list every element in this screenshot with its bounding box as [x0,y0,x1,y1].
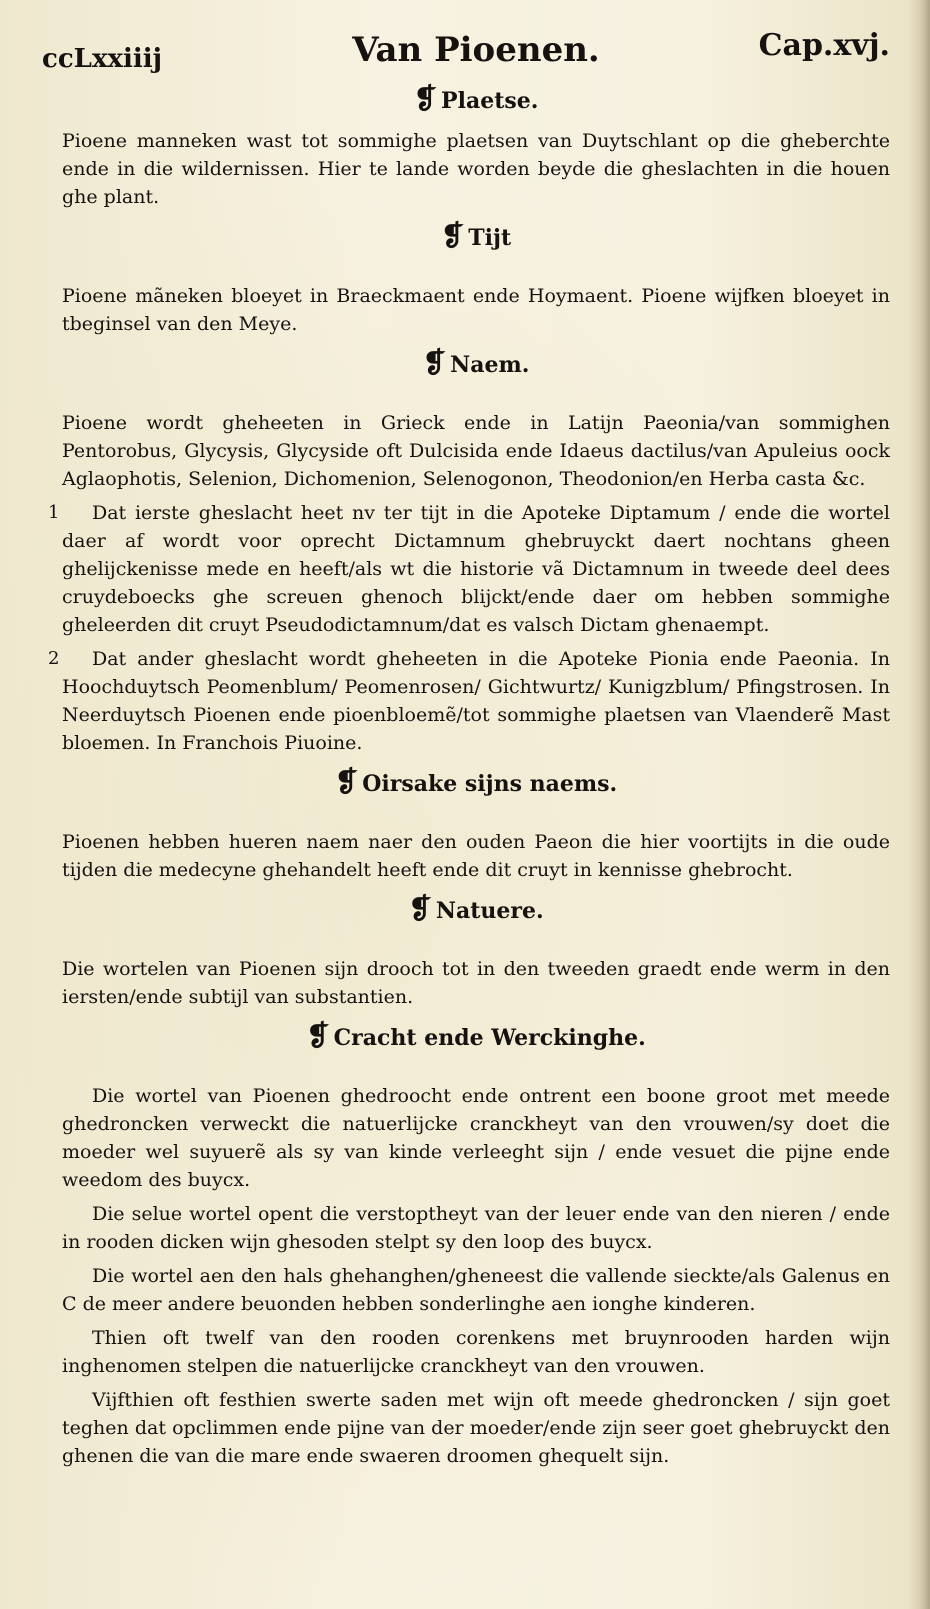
paragraph: Pioene manneken wast tot sommighe plaetsen van Duytschlant op die gheberchte ende in die wildernissen. Hier te lande worden beyde die gheslachten in die houen ghe plant. [62,130,890,208]
page-title: Van Pioenen. [352,30,600,70]
paragraph: 1 Dat ierste gheslacht heet nv ter tijt in die Apoteke Diptamum / ende die wortel daer af wordt voor oprecht Dictamnum ghebruyckt daert nochtans gheen ghelijckenisse mede en heeft/als wt die historie vã Dictamnum in tweede deel dees cruydeboecks ghe screuen ghenoch blijckt/ende daer om hebben sommighe gheleerden dit cruyt Pseudodictamnum/dat es valsch Dictam ghenaempt. [62,499,890,639]
running-head [42,22,890,74]
page-spine-shadow [908,0,930,1609]
paragraph: Die wortel van Pioenen ghedroocht ende ontrent een boone groot met meede ghedroncken verweckt die natuerlijcke cranckheyt van den vrouwen/sy doet die moeder wel suyuerẽ als sy van kinde verleeght sijn / ende vesuet die pijne ende weedom des buycx. [62,1085,890,1191]
paragraph: Pioene wordt gheheeten in Grieck ende in Latijn Paeonia/van sommighen Pentorobus, Glycysis, Glycyside oft Dulcisida ende Idaeus dactilus/van Apuleius oock Aglaophotis, Selenion, Dichomenion, Selenogonon, Theodonion/en Herba casta &c. [62,412,890,490]
chapter-number: Cap.xvj. [758,28,890,63]
paragraph: Die selue wortel opent die verstoptheyt van der leuer ende van den nieren / ende in rooden dicken wijn ghesoden stelpt sy den loop des buycx. [62,1203,890,1253]
paragraph: Pioenen hebben hueren naem naer den ouden Paeon die hier voortijts in die oude tijden die medecyne ghehandelt heeft ende dit cruyt in kennisse ghebrocht. [62,831,890,881]
pilcrow-icon: ❡ [334,765,359,798]
section-heading-cracht: ❡ Cracht ende Werckinghe. [306,1019,646,1052]
paragraph: Vijfthien oft festhien swerte saden met wijn oft meede ghedroncken / sijn goet teghen dat opclimmen ende pijne van der moeder/ende zijn seer goet ghebruyckt den ghenen die van die mare ende swaeren droomen ghequelt sijn. [62,1389,890,1467]
section-heading-tijt: ❡ Tijt [440,219,512,252]
section-heading-naem: ❡ Naem. [422,346,530,379]
paragraph: Thien oft twelf van den rooden corenkens met bruynrooden harden wijn inghenomen stelpen die natuerlijcke cranckheyt van den vrouwen. [62,1327,890,1377]
margin-marker: 2 [48,648,60,669]
paragraph: Pioene mãneken bloeyet in Braeckmaent ende Hoymaent. Pioene wijfken bloeyet in tbeginsel van den Meye. [62,285,890,335]
pilcrow-icon: ❡ [413,82,438,115]
section-heading-plaetse: ❡ Plaetse. [413,82,539,115]
section-heading-natuere: ❡ Natuere. [408,892,544,925]
section-heading-oirsake: ❡ Oirsake sijns naems. [334,765,618,798]
pilcrow-icon: ❡ [306,1019,330,1052]
paragraph: Die wortelen van Pioenen sijn drooch tot in den tweeden graedt ende werm in den iersten/ende subtijl van substantien. [62,958,890,1008]
pilcrow-icon: ❡ [422,346,447,379]
pilcrow-icon: ❡ [408,892,432,925]
margin-marker: 1 [48,502,60,523]
paragraph: Die wortel aen den hals ghehanghen/gheneest die vallende sieckte/als Galenus en C de meer andere beuonden hebben sonderlinghe aen ionghe kinderen. [62,1265,890,1315]
paragraph: 2 Dat ander gheslacht wordt gheheeten in die Apoteke Pionia ende Paeonia. In Hoochduytsch Peomenblum/ Peomenrosen/ Gichtwurtz/ Kunigzblum/ Pfingstrosen. In Neerduytsch Pioenen ende pioenbloemẽ/tot sommighe plaetsen van Vlaenderẽ Mast bloemen. In Franchois Piuoine. [62,645,890,757]
folio-number: ccLxxiiij [42,44,162,74]
pilcrow-icon: ❡ [440,219,465,252]
